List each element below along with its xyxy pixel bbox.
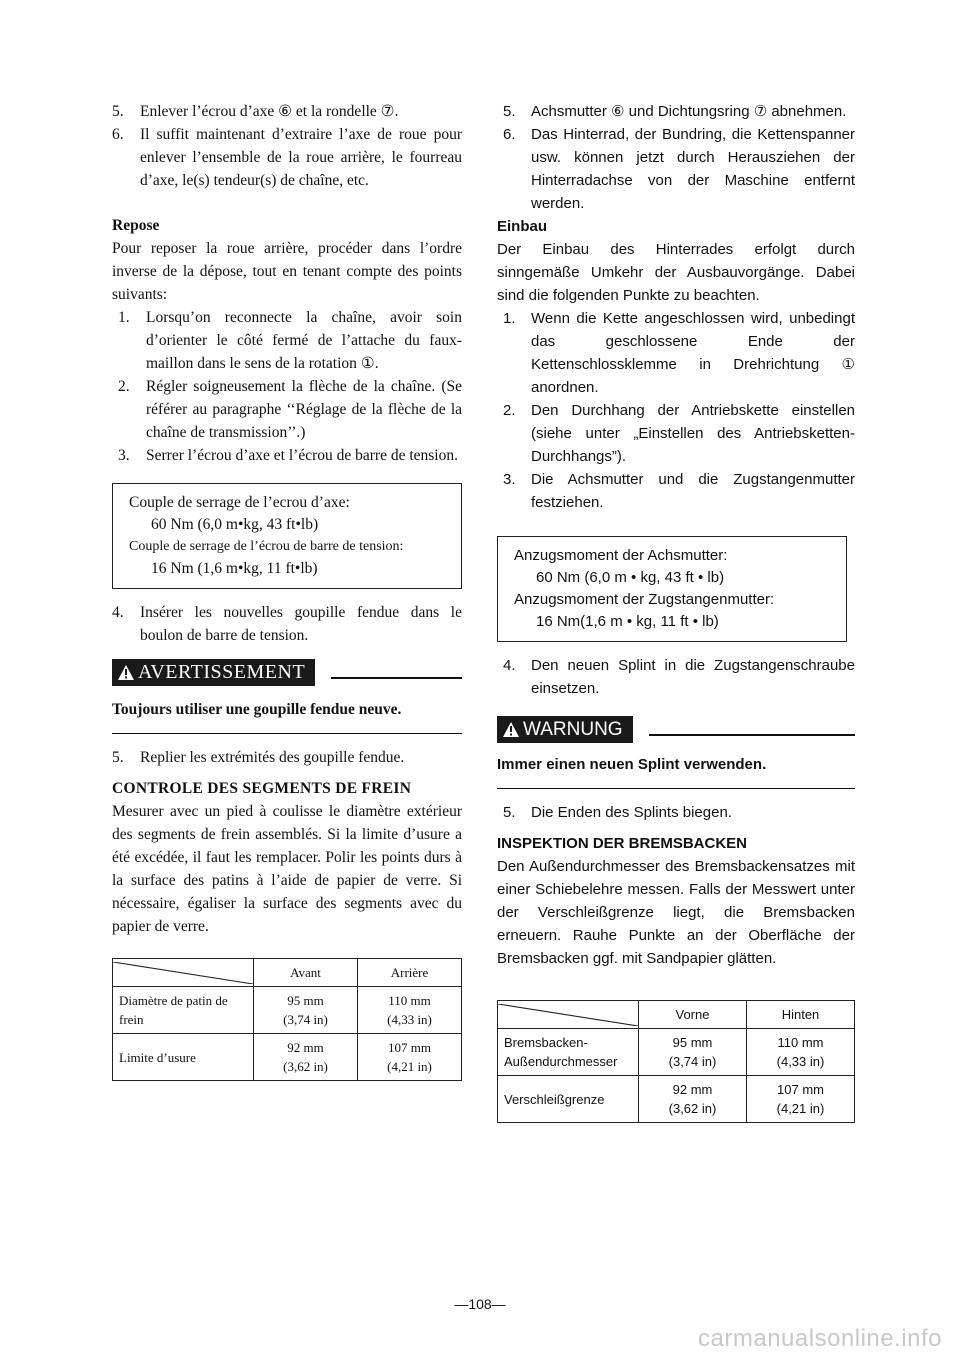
torque-label: Couple de serrage de l’écrou de barre de tension: [129, 539, 404, 554]
fr-torque-box [112, 483, 462, 589]
de-warning-text: Immer einen neuen Splint verwenden. [497, 756, 767, 773]
list-item: 3. Die Achsmutter und die Zugstangenmutter festziehen. [503, 471, 855, 511]
fr-step-4 [112, 601, 462, 647]
torque-value: 60 Nm (6,0 m • kg, 43 ft • lb) [536, 569, 725, 586]
watermark: carmanualsonline.info [698, 1325, 942, 1352]
list-item: 6. Das Hinterrad, der Bundring, die Kettenspanner usw. können jetzt durch Herausziehen der Hinterradachse von der Maschine entfernt werden. [503, 126, 855, 212]
page-number: —108— [454, 1296, 506, 1312]
fr-removal-steps [112, 100, 462, 192]
fr-warning-header [112, 659, 462, 686]
list-item: 6. Il suffit maintenant d’extraire l’axe de roue pour enlever l’ensemble de la roue arrière, le fourreau d’axe, le(s) tendeur(s) de chaîne, etc. [112, 126, 462, 189]
column-header: Arrière [358, 959, 462, 987]
fr-warning-badge: AVERTISSEMENT [112, 659, 315, 686]
list-item: 5. Replier les extrémités des goupille fendue. [112, 749, 405, 766]
list-item: 4. Den neuen Splint in die Zugstangenschraube einsetzen. [503, 657, 855, 697]
torque-label: Anzugsmoment der Zugstangenmutter: [514, 591, 775, 608]
warning-triangle-icon [503, 722, 519, 737]
fr-install-steps [112, 306, 462, 467]
warning-rule [331, 677, 462, 679]
list-item: 5. Enlever l’écrou d’axe ⑥ et la rondelle ⑦. [112, 103, 399, 120]
list-item: 5. Die Enden des Splints biegen. [503, 804, 732, 821]
list-item: 3. Serrer l’écrou d’axe et l’écrou de barre de tension. [118, 447, 458, 464]
fr-repose-heading: Repose [112, 217, 160, 234]
german-column [497, 100, 855, 1123]
table-header-row [113, 959, 462, 987]
fr-section-title: CONTROLE DES SEGMENTS DE FREIN [112, 780, 412, 797]
diagonal-cell [113, 959, 254, 987]
de-step-5 [497, 801, 855, 824]
de-section-text: Den Außendurchmesser des Bremsbackensatzes mit einer Schiebelehre messen. Falls der Messwert unter der Verschleißgrenze liegt, die Bremsbacken erneuern. Rauhe Punkte an der Oberfläche der Bremsbacken ggf. mit Sandpapier glätten. [497, 858, 855, 967]
fr-warning-text: Toujours utiliser une goupille fendue neuve. [112, 701, 402, 718]
fr-section-text: Mesurer avec un pied à coulisse le diamètre extérieur des segments de frein assemblés. Si la limite d’usure a été excédée, il faut les remplacer. Polir les points durs à la surface des patins à l’aide de papier de verre. Si nécessaire, égaliser la surface des segments avec du papier de verre. [112, 803, 462, 935]
table-row: Diamètre de patin de frein 95 mm (3,74 in) 110 mm (4,33 in) [113, 987, 462, 1034]
table-row: Bremsbacken- Außendurchmesser 95 mm (3,74 in) 110 mm (4,33 in) [498, 1029, 855, 1076]
torque-value: 16 Nm(1,6 m • kg, 11 ft • lb) [536, 613, 719, 630]
list-item: 1. Lorsqu’on reconnecte la chaîne, avoir soin d’orienter le côté fermé de l’attache du faux-maillon dans le sens de la rotation ①. [118, 309, 462, 372]
de-torque-box [497, 536, 847, 642]
de-einbau-intro: Der Einbau des Hinterrades erfolgt durch sinngemäße Umkehr der Ausbauvorgänge. Dabei sind die folgenden Punkte zu beachten. [497, 241, 855, 304]
de-spec-table [497, 1000, 855, 1123]
french-column [112, 100, 462, 1081]
warning-rule [649, 734, 855, 736]
de-einbau-heading: Einbau [497, 218, 548, 235]
warning-triangle-icon [118, 665, 134, 680]
column-header: Vorne [639, 1001, 747, 1029]
torque-label: Couple de serrage de l’ecrou d’axe: [129, 494, 350, 511]
de-install-steps [497, 307, 855, 514]
table-row: Verschleißgrenze 92 mm (3,62 in) 107 mm (4,21 in) [498, 1076, 855, 1123]
de-step-4 [497, 654, 855, 700]
table-header-row [498, 1001, 855, 1029]
list-item: 2. Régler soigneusement la flèche de la chaîne. (Se référer au paragraphe ‘‘Réglage de la flèche de la chaîne de transmission’’.) [118, 378, 462, 441]
list-item: 4. Insérer les nouvelles goupille fendue dans le boulon de barre de tension. [112, 604, 462, 644]
de-warning-header [497, 716, 855, 743]
list-item: 2. Den Durchhang der Antriebskette einstellen (siehe unter „Einstellen des Antriebsketten-Durchhangs”). [503, 402, 855, 465]
list-item: 5. Achsmutter ⑥ und Dichtungsring ⑦ abnehmen. [503, 103, 847, 120]
fr-step-5 [112, 746, 462, 769]
torque-value: 60 Nm (6,0 m•kg, 43 ft•lb) [151, 516, 319, 533]
diagonal-cell [498, 1001, 639, 1029]
list-item: 1. Wenn die Kette angeschlossen wird, unbedingt das geschlossene Ende der Kettenschlossklemme in Drehrichtung ① anordnen. [503, 310, 855, 396]
de-removal-steps [497, 100, 855, 215]
de-warning-badge: WARNUNG [497, 716, 633, 743]
fr-repose-intro: Pour reposer la roue arrière, procéder dans l’ordre inverse de la dépose, tout en tenant compte des points suivants: [112, 240, 462, 303]
fr-spec-table [112, 958, 462, 1081]
table-row: Limite d’usure 92 mm (3,62 in) 107 mm (4,21 in) [113, 1034, 462, 1081]
torque-label: Anzugsmoment der Achsmutter: [514, 547, 728, 564]
column-header: Avant [254, 959, 358, 987]
de-section-title: INSPEKTION DER BREMSBACKEN [497, 835, 748, 852]
column-header: Hinten [747, 1001, 855, 1029]
torque-value: 16 Nm (1,6 m•kg, 11 ft•lb) [151, 560, 318, 577]
